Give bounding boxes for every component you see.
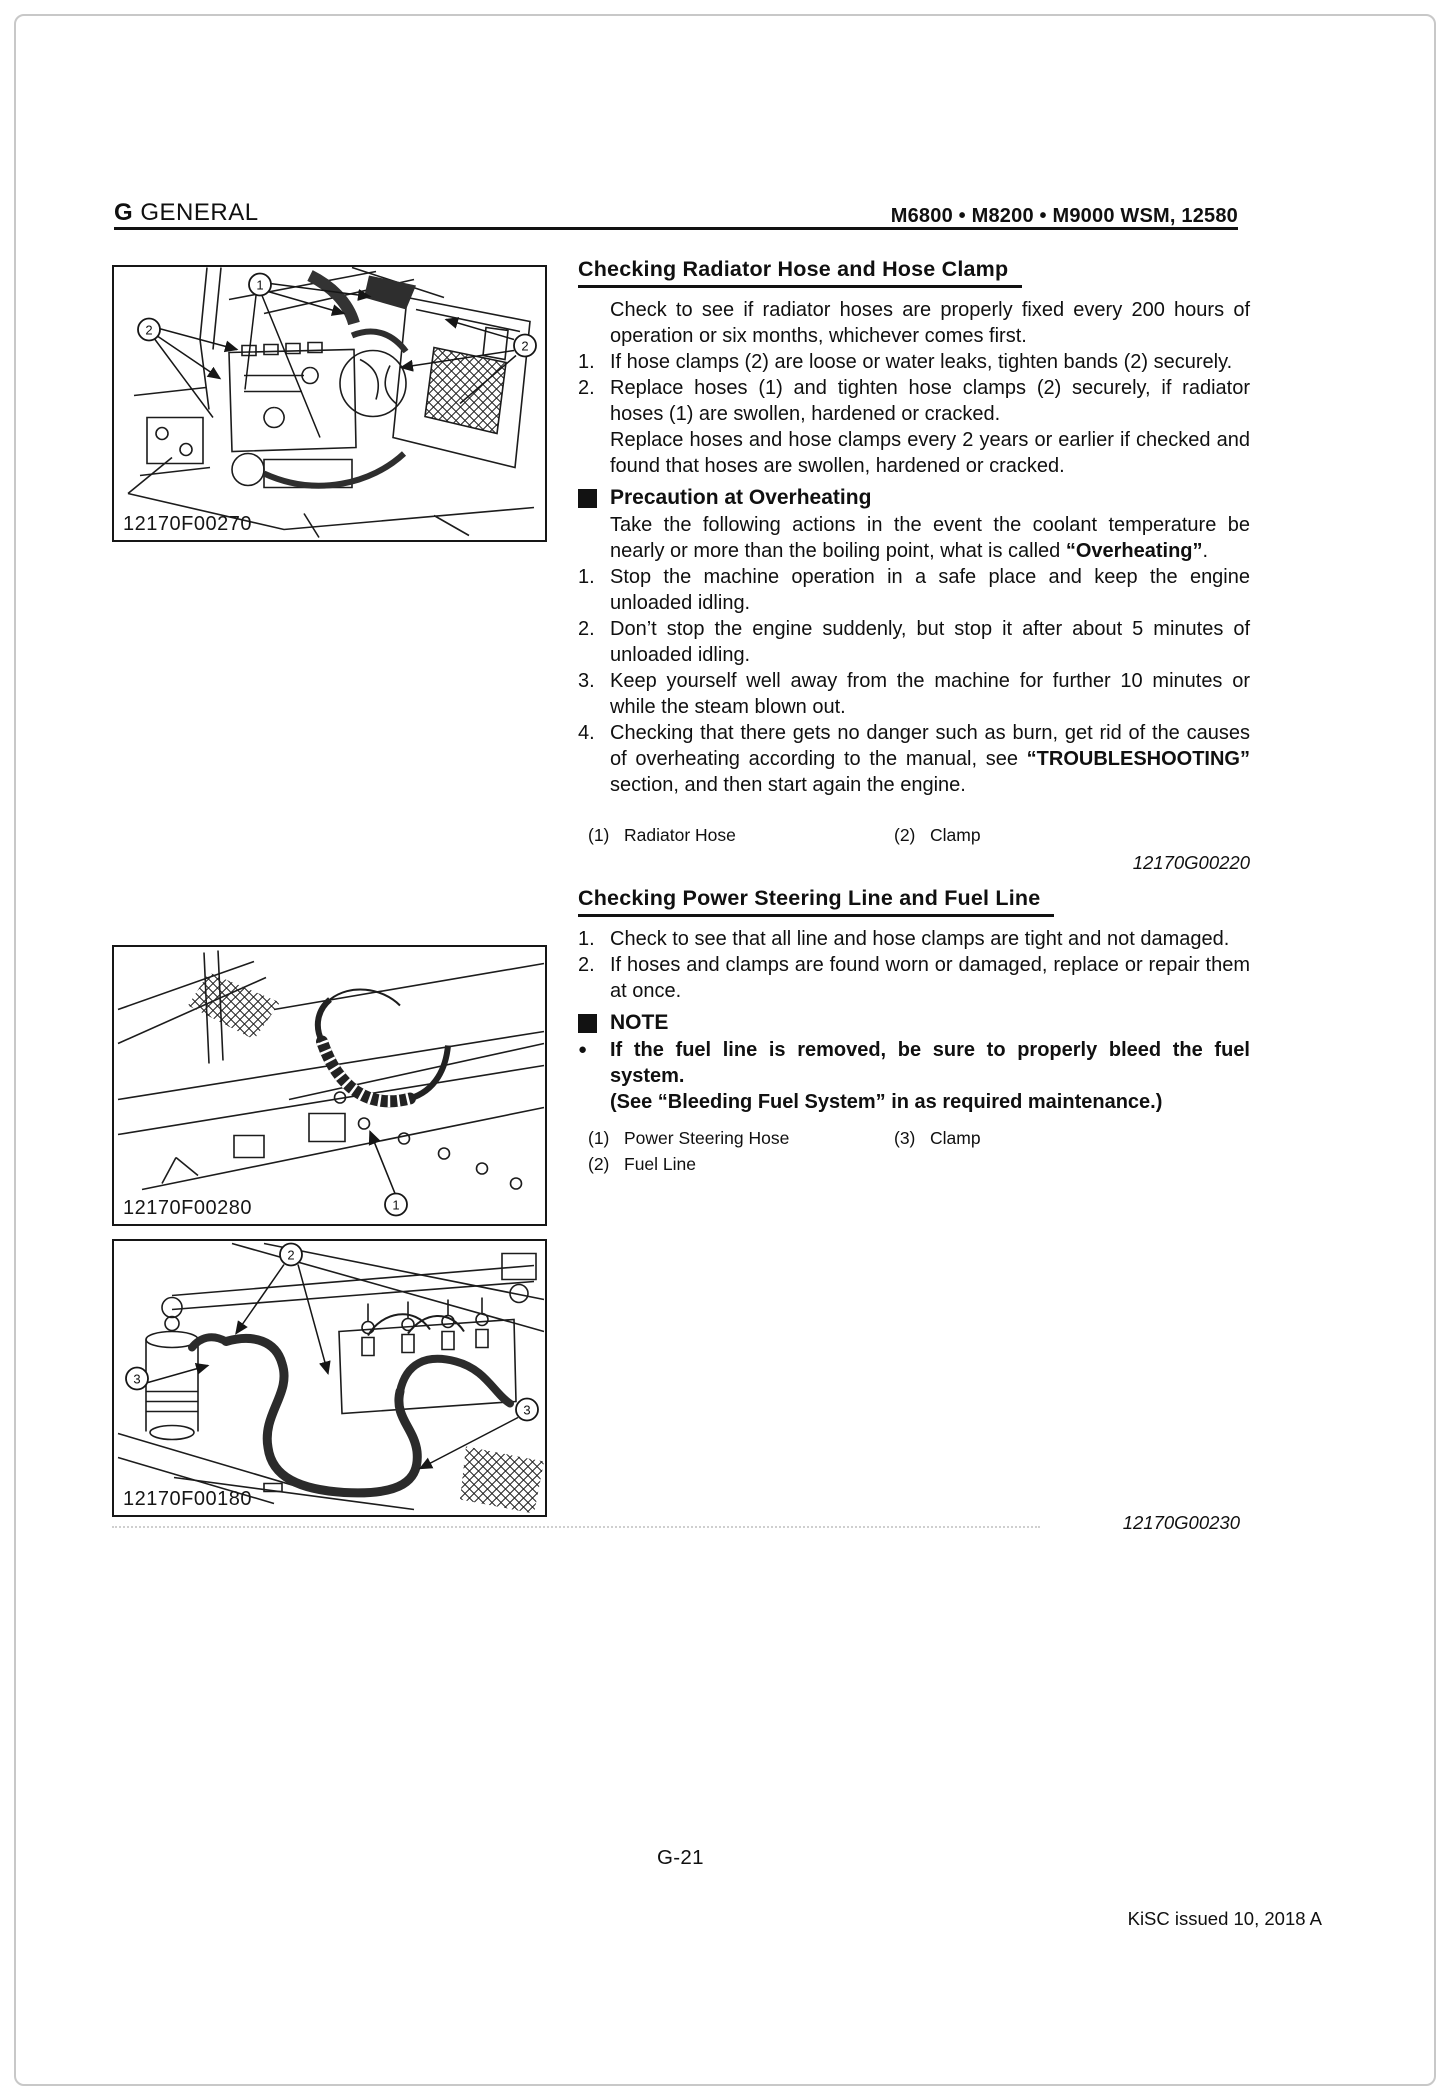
header-rule [114,227,1238,230]
step-text [610,375,1250,479]
step-number: 3. [578,670,595,692]
legend-num-1: (1) [588,1128,610,1148]
step-text-part1: Replace hoses (1) and tighten hose clamps (2) securely, if radiator hoses (1) are swollen, hardened or cracked. [610,377,1250,425]
precaution-intro-bold: “Overheating” [1065,540,1203,562]
step-text-part2: Replace hoses and hose clamps every 2 years or earlier if checked and found that hoses are swollen, hardened or cracked. [610,429,1250,477]
step-text: If hoses and clamps are found worn or damaged, replace or repair them at once. [610,954,1250,1002]
step4-bold: “TROUBLESHOOTING” [1026,748,1250,770]
dotted-divider [112,1526,1040,1528]
bullet-icon: ● [578,1041,588,1058]
note-title: NOTE [610,1011,669,1034]
legend-label-1: Power Steering Hose [624,1128,790,1148]
legend-empty [894,1151,930,1177]
callout-2: 2 [287,1247,295,1263]
precaution-step-4 [578,720,1250,798]
callout-3-left: 3 [133,1371,141,1387]
figure3-caption: 12170F00180 [123,1488,252,1510]
figure-radiator-hose [112,265,547,542]
note-bullet-item [578,1037,1250,1089]
figure-fuel-line [112,1239,547,1517]
section-letter: G [114,199,134,226]
note-see-reference: (See “Bleeding Fuel System” in as required maintenance.) [610,1091,1163,1113]
step-text: If hose clamps (2) are loose or water leaks, tighten bands (2) securely. [610,351,1233,373]
step-number: 1. [578,928,595,950]
header-section-label [114,199,259,227]
legend-label-1: Radiator Hose [624,825,736,845]
section1-figure-code: 12170G00220 [1132,852,1250,873]
precaution-step-3 [578,668,1250,720]
black-square-icon [578,1014,597,1033]
step-number: 2. [578,618,595,640]
precaution-intro [610,512,1250,564]
engine-illustration-radiator [114,267,545,540]
step-number: 1. [578,566,595,588]
section2-step-2 [578,952,1250,1004]
precaution-intro-post: . [1202,540,1209,562]
step-text: Check to see that all line and hose clamps are tight and not damaged. [610,928,1230,950]
legend-num-2: (2) [894,825,916,845]
legend-num-1: (1) [588,825,610,845]
step-text [610,720,1250,798]
step-text: Keep yourself well away from the machine for further 10 minutes or while the steam blown out. [610,670,1250,718]
figure3-linework [118,1244,544,1514]
black-square-icon [578,489,597,508]
precaution-subheading [578,486,1250,510]
section-title: GENERAL [140,199,259,226]
precaution-step-2 [578,616,1250,668]
figure2-linework [118,951,544,1190]
precaution-intro-pre: Take the following actions in the event the coolant temperature be nearly or more than the boiling point, what is called [610,514,1250,562]
section1-legend [578,822,1250,848]
step-number: 1. [578,351,595,373]
legend-label-2: Fuel Line [624,1154,696,1174]
section1-step-1 [578,349,1250,375]
figure1-callouts [138,274,536,357]
section1-step-2 [578,375,1250,479]
main-text-column [578,257,1250,1177]
legend-num-2: (2) [588,1154,610,1174]
note-subheading [578,1011,1250,1035]
callout-3-right: 3 [523,1402,531,1418]
figure2-caption: 12170F00280 [123,1197,252,1219]
callout-1: 1 [392,1197,400,1213]
figure1-caption: 12170F00270 [123,513,252,535]
legend-label-2: Clamp [930,825,981,845]
figure2-callouts [385,1194,407,1216]
legend-num-3: (3) [894,1128,916,1148]
header-model-info: M6800 • M8200 • M9000 WSM, 12580 [890,205,1238,227]
engine-illustration-fuel-line [114,1241,545,1515]
callout-2-right: 2 [521,338,529,354]
section2-title: Checking Power Steering Line and Fuel Line [578,886,1054,917]
step4-pre: Checking that there gets no danger such as burn, get rid of the causes of overheating according to the manual, see [610,722,1250,770]
callout-1: 1 [256,277,264,293]
callout-2-left: 2 [145,322,153,338]
legend-empty [930,1151,1250,1177]
step-number: 4. [578,722,595,744]
step-number: 2. [578,954,595,976]
section2-legend [578,1125,1250,1177]
section2-step-1 [578,926,1250,952]
step-text: Don’t stop the engine suddenly, but stop it after about 5 minutes of unloaded idling. [610,618,1250,666]
figure1-linework [128,268,534,538]
step-number: 2. [578,377,595,399]
step4-post: section, and then start again the engine. [610,774,966,796]
frame-illustration-steering-hose [114,947,545,1224]
legend-label-3: Clamp [930,1128,981,1148]
figure-power-steering-line [112,945,547,1226]
note-text: If the fuel line is removed, be sure to properly bleed the fuel system. [610,1039,1250,1087]
section1-intro: Check to see if radiator hoses are properly fixed every 200 hours of operation or six months, whichever comes first. [610,299,1250,347]
section1-title: Checking Radiator Hose and Hose Clamp [578,257,1022,288]
page-number: G-21 [657,1846,704,1869]
section2-figure-code: 12170G00230 [1122,1512,1240,1533]
issue-info: KiSC issued 10, 2018 A [1127,1908,1322,1929]
precaution-title: Precaution at Overheating [610,486,872,509]
precaution-step-1 [578,564,1250,616]
step-text: Stop the machine operation in a safe place and keep the engine unloaded idling. [610,566,1250,614]
